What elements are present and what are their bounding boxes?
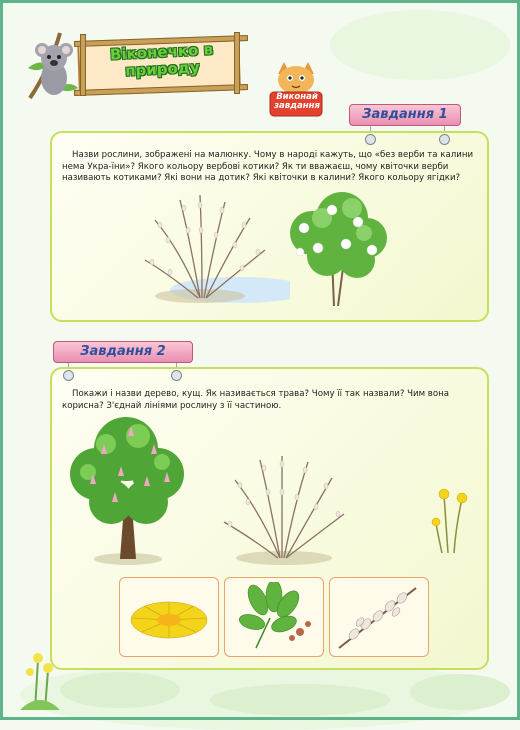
bamboo-frame xyxy=(234,32,240,94)
page-title: Віконечко в природу xyxy=(109,40,214,80)
pin-icon xyxy=(171,370,182,381)
yellow-flower-illustration xyxy=(124,592,214,647)
chestnut-leaf-illustration xyxy=(230,582,320,652)
pin-icon xyxy=(365,134,376,145)
koala-illustration xyxy=(20,28,82,106)
willow-bush-illustration xyxy=(220,452,350,567)
pin-icon xyxy=(63,370,74,381)
task-2-text: Покажи і назви дерево, кущ. Як називається трава? Чому її так назвали? Чим вона корисна? З'єднай лініями рослину з її частиною. xyxy=(62,389,450,411)
badge-label: Виконай завдання xyxy=(274,92,320,111)
background-blob xyxy=(330,10,510,80)
willow-branch-illustration xyxy=(334,582,424,652)
coltsfoot-illustration xyxy=(430,485,475,555)
chestnut-tree-illustration xyxy=(66,414,186,566)
viburnum-bush-illustration xyxy=(282,188,392,308)
pin-icon xyxy=(439,134,450,145)
task-1-tab: Завдання 1 xyxy=(349,104,461,126)
bamboo-frame xyxy=(80,34,86,96)
task-2-tab: Завдання 2 xyxy=(53,341,193,363)
willow-bush-illustration xyxy=(140,190,290,310)
task-1-text: Назви рослини, зображені на малюнку. Чому в народі кажуть, що «без верби та калини нема Укра-їни»? Якого кольору вербові котики? Як ти вважаєш, чому квіточки верби називають котиками? Які вони на дотик? Які квіточки в калини? Якого кольору ягідки? xyxy=(62,150,474,183)
